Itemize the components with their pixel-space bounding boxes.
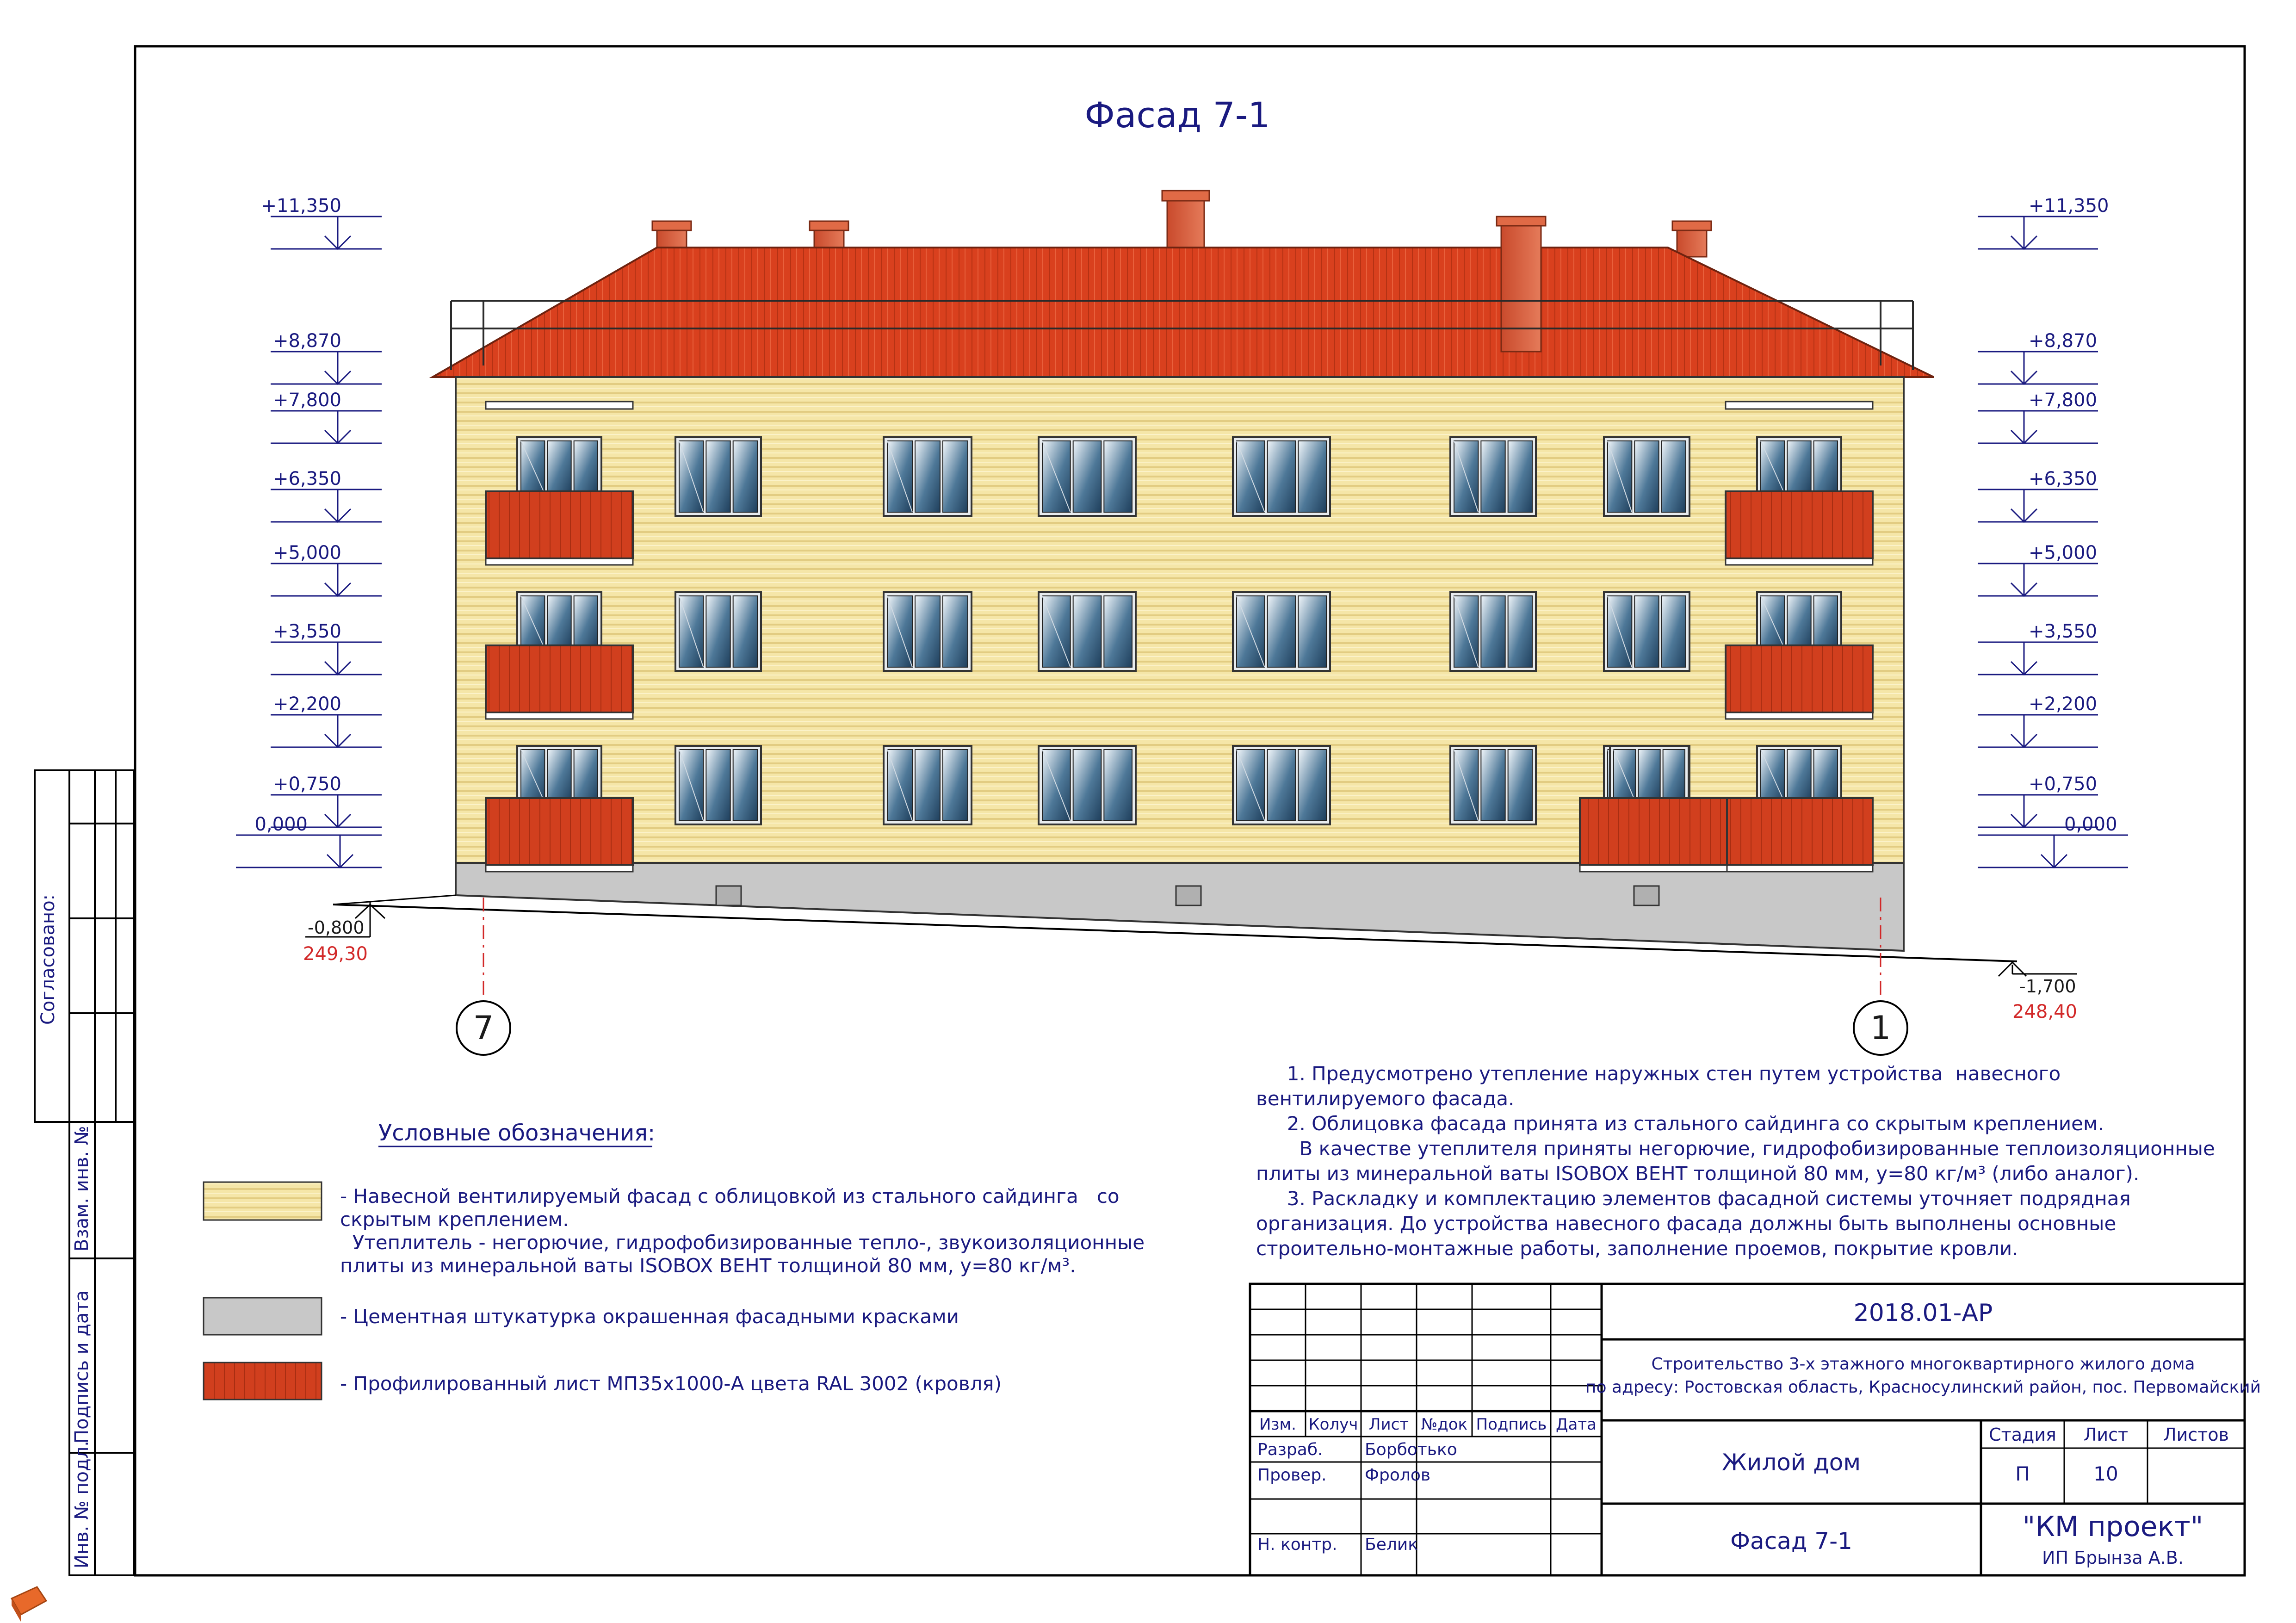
window xyxy=(1604,437,1690,516)
note-line: организация. До устройства навесного фасада должны быть выполнены основные xyxy=(1256,1212,2117,1235)
elevation-label: +8,870 xyxy=(2029,330,2098,352)
window xyxy=(1039,437,1136,516)
ground-right-abs: 248,40 xyxy=(2012,1001,2077,1022)
title-block-header: №док xyxy=(1421,1415,1468,1434)
sheet-number: 10 xyxy=(2093,1462,2118,1485)
elevation-marks-right xyxy=(1978,195,2128,867)
axis-7-label: 7 xyxy=(473,1009,494,1047)
elevation-label: 0,000 xyxy=(254,814,308,835)
siding-swatch xyxy=(204,1182,322,1220)
window xyxy=(517,746,601,806)
elevation-label: +0,750 xyxy=(2029,774,2098,795)
elevation-label: +3,550 xyxy=(2029,621,2098,642)
balcony xyxy=(1726,491,1873,565)
elevation-label: +11,350 xyxy=(261,195,341,217)
elevation-label: +7,800 xyxy=(272,390,341,411)
ground-left-level: -0,800 xyxy=(308,917,365,938)
elevation-label: +2,200 xyxy=(272,694,341,715)
elevation-label: +5,000 xyxy=(2029,542,2098,564)
agreed-label: Согласовано: xyxy=(37,894,59,1025)
window xyxy=(675,746,761,824)
ground-right-level: -1,700 xyxy=(2019,976,2076,997)
legend-title: Условные обозначения: xyxy=(378,1120,656,1146)
project-line-2: по адресу: Ростовская область, Красносулинский район, пос. Первомайский xyxy=(1585,1378,2261,1397)
company-name: "КМ проект" xyxy=(2022,1511,2203,1543)
balcony xyxy=(1580,798,1727,872)
elevation-label: +8,870 xyxy=(272,330,341,352)
window xyxy=(884,437,972,516)
profiled-sheet-swatch xyxy=(204,1363,322,1400)
balcony xyxy=(1726,645,1873,719)
legend-item-line: - Цементная штукатурка окрашенная фасадными красками xyxy=(340,1305,959,1328)
elevation-label: +6,350 xyxy=(2029,468,2098,489)
window xyxy=(1450,746,1536,824)
title-block-person: Фролов xyxy=(1365,1466,1431,1485)
window xyxy=(884,592,972,671)
plinth xyxy=(456,863,1904,951)
window xyxy=(517,592,601,652)
window xyxy=(1450,437,1536,516)
legend-text xyxy=(340,1185,1145,1395)
title-block-header: Лист xyxy=(1368,1415,1409,1434)
window xyxy=(1757,437,1841,497)
elevation-label: +2,200 xyxy=(2029,694,2098,715)
document-code: 2018.01-АР xyxy=(1853,1299,1993,1327)
window xyxy=(675,592,761,671)
elevation-label: +7,800 xyxy=(2029,390,2098,411)
balcony xyxy=(486,798,633,872)
window xyxy=(1233,592,1330,671)
company-sub: ИП Брынза А.В. xyxy=(2042,1548,2184,1568)
note-line: 3. Раскладку и комплектацию элементов фасадной системы уточняет подрядная xyxy=(1256,1187,2131,1210)
sheet-label: Лист xyxy=(2083,1425,2129,1445)
chimney-front xyxy=(1501,224,1541,352)
title-block-role: Провер. xyxy=(1257,1466,1327,1485)
axis-1-label: 1 xyxy=(1870,1009,1891,1047)
window xyxy=(1233,746,1330,824)
title-block-header: Подпись xyxy=(1476,1415,1547,1434)
title-block-headers xyxy=(1259,1415,1597,1434)
title-block-roles xyxy=(1257,1440,1457,1554)
corner-logo xyxy=(12,1587,46,1622)
legend-item-line: - Навесной вентилируемый фасад с облицовкой из стального сайдинга со xyxy=(340,1185,1120,1208)
window xyxy=(1757,746,1841,806)
title-block-person: Белик xyxy=(1365,1535,1418,1554)
inv-podl-label: Инв. № подл. xyxy=(71,1441,93,1568)
title-block-role: Разраб. xyxy=(1257,1440,1323,1459)
window xyxy=(675,437,761,516)
elevation-label: 0,000 xyxy=(2064,814,2117,835)
elevation-label: +11,350 xyxy=(2029,195,2109,217)
window xyxy=(1450,592,1536,671)
note-line: строительно-монтажные работы, заполнение проемов, покрытие кровли. xyxy=(1256,1237,2018,1260)
stage-value: П xyxy=(2015,1462,2030,1485)
window xyxy=(1610,746,1689,806)
window xyxy=(1039,746,1136,824)
legend-item-line: Утеплитель - негорючие, гидрофобизированные тепло-, звукоизоляционные xyxy=(340,1231,1145,1254)
elevation-label: +5,000 xyxy=(272,542,341,564)
note-line: В качестве утеплителя приняты негорючие, гидрофобизированные теплоизоляционные xyxy=(1256,1137,2215,1160)
window xyxy=(1233,437,1330,516)
balcony xyxy=(486,645,633,719)
drawing-title: Фасад 7-1 xyxy=(1084,94,1270,136)
project-line-1: Строительство 3-х этажного многоквартирного жилого дома xyxy=(1651,1355,2195,1374)
roof xyxy=(433,248,1934,377)
plaster-swatch xyxy=(204,1298,322,1335)
elevation-label: +3,550 xyxy=(272,621,341,642)
note-line: 2. Облицовка фасада принята из стального сайдинга со скрытым креплением. xyxy=(1256,1112,2104,1135)
sheets-label: Листов xyxy=(2163,1425,2229,1445)
title-block-person: Борботько xyxy=(1365,1440,1457,1459)
window xyxy=(1604,592,1690,671)
stage-label: Стадия xyxy=(1989,1425,2056,1445)
balcony xyxy=(1726,798,1873,872)
window xyxy=(884,746,972,824)
window xyxy=(517,437,601,497)
signature-date-label: Подпись и дата xyxy=(71,1290,93,1443)
window xyxy=(1039,592,1136,671)
elevation-marks-left xyxy=(236,195,382,867)
legend-item-line: скрытым креплением. xyxy=(340,1208,569,1231)
note-line: плиты из минеральной ваты ISOBOX ВЕНТ толщиной 80 мм, y=80 кг/м³ (либо аналог). xyxy=(1256,1162,2140,1185)
legend-item-line: плиты из минеральной ваты ISOBOX ВЕНТ толщиной 80 мм, y=80 кг/м³. xyxy=(340,1254,1076,1277)
window xyxy=(1757,592,1841,652)
general-notes xyxy=(1256,1062,2215,1260)
balcony xyxy=(486,491,633,565)
elevation-label: +6,350 xyxy=(272,468,341,489)
legend-item-line: - Профилированный лист МП35х1000-А цвета RAL 3002 (кровля) xyxy=(340,1372,1002,1395)
title-block-header: Дата xyxy=(1555,1415,1597,1434)
title-block-header: Изм. xyxy=(1259,1415,1296,1434)
object-name: Жилой дом xyxy=(1721,1449,1861,1476)
vzam-inv-label: Взам. инв. № xyxy=(71,1126,93,1251)
note-line: вентилируемого фасада. xyxy=(1256,1087,1515,1110)
note-line: 1. Предусмотрено утепление наружных стен путем устройства навесного xyxy=(1256,1062,2061,1085)
title-block-header: Колуч xyxy=(1308,1415,1358,1434)
title-block-role: Н. контр. xyxy=(1257,1535,1337,1554)
ground-left-abs: 249,30 xyxy=(303,943,368,965)
sheet-name: Фасад 7-1 xyxy=(1730,1528,1852,1555)
elevation-label: +0,750 xyxy=(272,774,341,795)
